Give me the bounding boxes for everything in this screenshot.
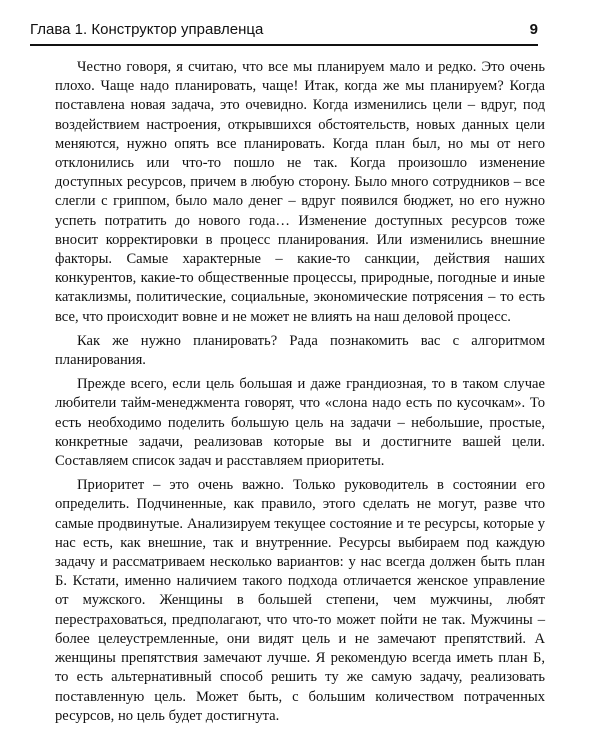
running-header (30, 20, 538, 46)
paragraph: Приоритет – это очень важно. Только руководитель в состоянии его определить. Подчиненные, как правило, этого сделать не могут, разве что самые продвинутые. Анализируем текущее состояние и те ресурсы, которые у нас есть, как внешние, так и внутренние. Ресурсы выбираем под каждую задачу и рассматриваем несколько вариантов: у нас всегда должен быть план Б. Кстати, именно наличием такого подхода отличается женское управление от мужского. Женщины в большей степени, чем мужчины, любят перестраховаться, предполагают, что что-то может пойти не так. Мужчины – более целеустремленные, они видят цель и не замечают препятствий. А женщины препятствия замечают лучше. Я рекомендую всегда иметь план Б, то есть альтернативный способ решить ту же самую задачу, реализовать поставленную цель. Может быть, с большим количеством потраченных ресурсов, но цель будет достигнута. (55, 477, 545, 724)
chapter-title: Глава 1. Конструктор управленца (30, 21, 264, 38)
paragraph: Как же нужно планировать? Рада познакомить вас с алгоритмом планирования. (55, 332, 545, 369)
page-number: 9 (529, 21, 538, 38)
paragraph: Честно говоря, я считаю, что все мы планируем мало и редко. Это очень плохо. Чаще надо планировать, чаще! Итак, когда же мы планируем? Когда поставлена новая задача, это очевидно. Когда изменились цели – вдруг, под воздействием настроения, открывшихся обстоятельств, новых данных цели меняются, нужно опять все планировать. Когда план был, но мы от него отклонились или что-то пошло не так. Когда произошло изменение доступных ресурсов, причем в любую сторону. Было много сотрудников – все слегли с гриппом, было мало денег – вдруг появился бюджет, но его нужно успеть потратить до нового года… Изменение доступных ресурсов тоже вносит корректировки в процесс планирования. Или изменились внешние факторы. Самые характерные – какие-то санкции, действия наших конкурентов, какие-то общественные процессы, природные, погодные и иные катаклизмы, политические, социальные, экономические потрясения – то есть все, что происходит вовне и не может не влиять на наш деловой процесс. (55, 59, 545, 325)
paragraph: Прежде всего, если цель большая и даже грандиозная, то в таком случае любители тайм-менеджмента говорят, что «слона надо есть по кусочкам». То есть необходимо поделить большую цель на задачи – небольшие, простые, конкретные задачи, реализовав которые вы и достигните вашей цели. Составляем список задач и расставляем приоритеты. (55, 376, 545, 470)
body-text (55, 58, 545, 731)
